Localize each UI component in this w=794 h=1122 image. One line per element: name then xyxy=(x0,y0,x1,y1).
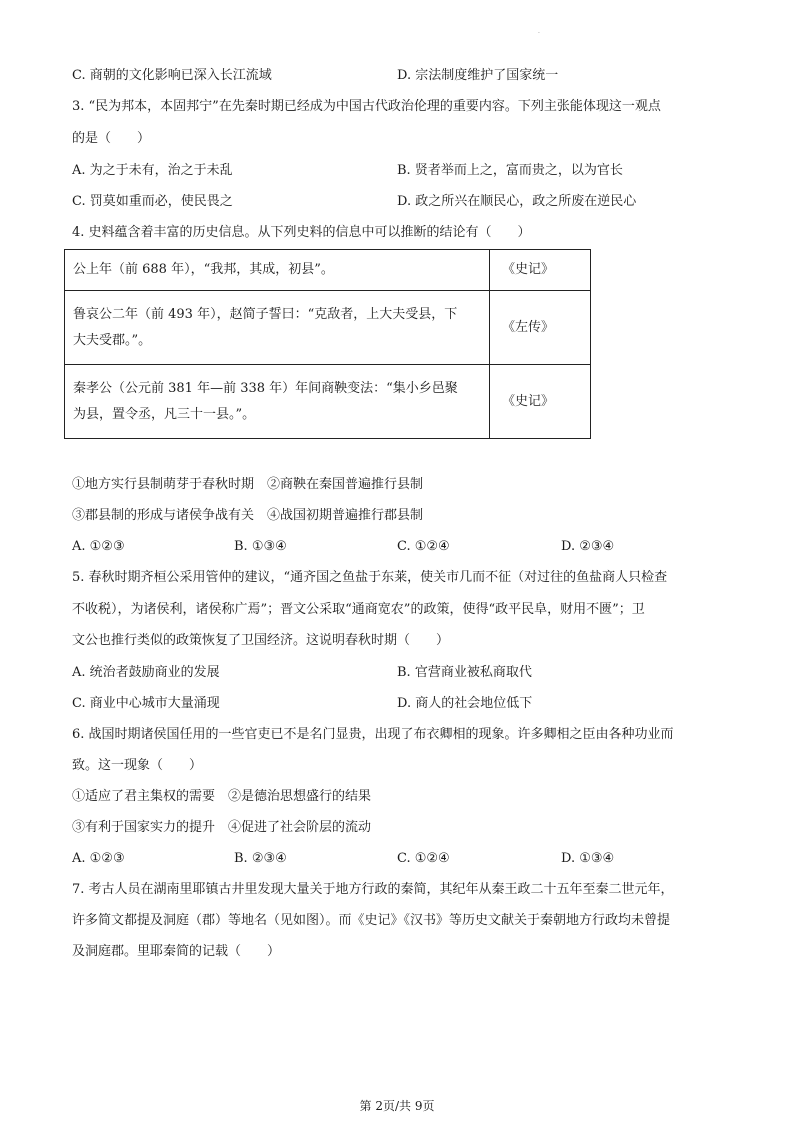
source-text-line: 鲁哀公二年（前 493 年），赵简子誓曰：“克敌者，上大夫受县，下 xyxy=(73,306,458,322)
q4-stem: 4. 史料蕴含着丰富的历史信息。从下列史料的信息中可以推断的结论有（ ） xyxy=(72,225,531,240)
source-text-line: 为县，置令丞，凡三十一县。”。 xyxy=(73,406,256,422)
q5-option-c: C. 商业中心城市大量涌现 xyxy=(72,696,220,711)
q6-statement-line2: ③有利于国家实力的提升 ④促进了社会阶层的流动 xyxy=(72,820,372,835)
q4-statement-line1: ①地方实行县制萌芽于春秋时期 ②商鞅在秦国普遍推行县制 xyxy=(72,477,424,492)
q6-option-d: D. ①③④ xyxy=(561,851,615,866)
table-row xyxy=(65,365,591,439)
q4-option-a: A. ①②③ xyxy=(72,539,125,554)
q5-stem-line2: 不收税），为诸侯利，诸侯称广焉”；晋文公采取“通商宽农”的政策，使得“政平民阜，财用不匮”；卫 xyxy=(72,602,645,617)
q3-option-d: D. 政之所兴在顺民心，政之所废在逆民心 xyxy=(397,194,637,209)
source-text-line: 大夫受郡。”。 xyxy=(73,332,152,348)
q6-stem-line1: 6. 战国时期诸侯国任用的一些官吏已不是名门显贵，出现了布衣卿相的现象。许多卿相之臣由各种功业而 xyxy=(72,727,674,742)
q4-statement-line2: ③郡县制的形成与诸侯争战有关 ④战国初期普遍推行郡县制 xyxy=(72,508,424,523)
q5-option-a: A. 统治者鼓励商业的发展 xyxy=(72,665,220,680)
q5-option-d: D. 商人的社会地位低下 xyxy=(397,696,533,711)
source-book: 《史记》 xyxy=(490,365,591,439)
q4-option-b: B. ①③④ xyxy=(234,539,287,554)
source-book: 《左传》 xyxy=(490,291,591,365)
q3-option-c: C. 罚莫如重而必，使民畏之 xyxy=(72,194,233,209)
scan-mark: · xyxy=(538,30,540,37)
source-text-line: 公上年（前 688 年），“我邦，其成，初县”。 xyxy=(73,262,334,277)
q7-stem-line2: 许多简文都提及洞庭（郡）等地名（见如图）。而《史记》《汉书》等历史文献关于秦朝地方行政均未曾提 xyxy=(72,913,671,928)
source-text xyxy=(65,365,490,439)
q5-option-b: B. 官营商业被私商取代 xyxy=(397,665,532,680)
q4-option-c: C. ①②④ xyxy=(397,539,450,554)
source-book: 《史记》 xyxy=(490,250,591,291)
q4-option-d: D. ②③④ xyxy=(561,539,615,554)
q2-option-d: D. 宗法制度维护了国家统一 xyxy=(397,68,559,83)
source-text xyxy=(65,250,490,291)
source-text-line: 秦孝公（公元前 381 年—前 338 年）年间商鞅变法：“集小乡邑聚 xyxy=(73,380,458,396)
q5-stem-line1: 5. 春秋时期齐桓公采用管仲的建议，“通齐国之鱼盐于东莱，使关市几而不征（对过往的鱼盐商人只检查 xyxy=(72,570,668,585)
table-row xyxy=(65,250,591,291)
q3-stem-line1: 3. “民为邦本，本固邦宁”在先秦时期已经成为中国古代政治伦理的重要内容。下列主张能体现这一观点 xyxy=(72,99,661,114)
q6-stem-line2: 致。这一现象（ ） xyxy=(72,758,203,773)
q7-stem-line3: 及洞庭郡。里耶秦简的记载（ ） xyxy=(72,944,281,959)
source-text xyxy=(65,291,490,365)
q3-option-a: A. 为之于未有，治之于未乱 xyxy=(72,163,233,178)
q3-option-b: B. 贤者举而上之，富而贵之，以为官长 xyxy=(397,163,623,178)
page-number: 第 2页/共 9页 xyxy=(359,1099,435,1113)
q6-option-a: A. ①②③ xyxy=(72,851,125,866)
source-table xyxy=(64,249,591,439)
q3-stem-line2: 的是（ ） xyxy=(72,131,151,146)
q6-option-c: C. ①②④ xyxy=(397,851,450,866)
q7-stem-line1: 7. 考古人员在湖南里耶镇古井里发现大量关于地方行政的秦简，其纪年从秦王政二十五年至秦二世元年， xyxy=(72,882,674,897)
q6-option-b: B. ②③④ xyxy=(234,851,287,866)
q5-stem-line3: 文公也推行类似的政策恢复了卫国经济。这说明春秋时期（ ） xyxy=(72,633,450,648)
q6-statement-line1: ①适应了君主集权的需要 ②是德治思想盛行的结果 xyxy=(72,789,372,804)
table-row xyxy=(65,291,591,365)
q2-option-c: C. 商朝的文化影响已深入长江流域 xyxy=(72,68,272,83)
